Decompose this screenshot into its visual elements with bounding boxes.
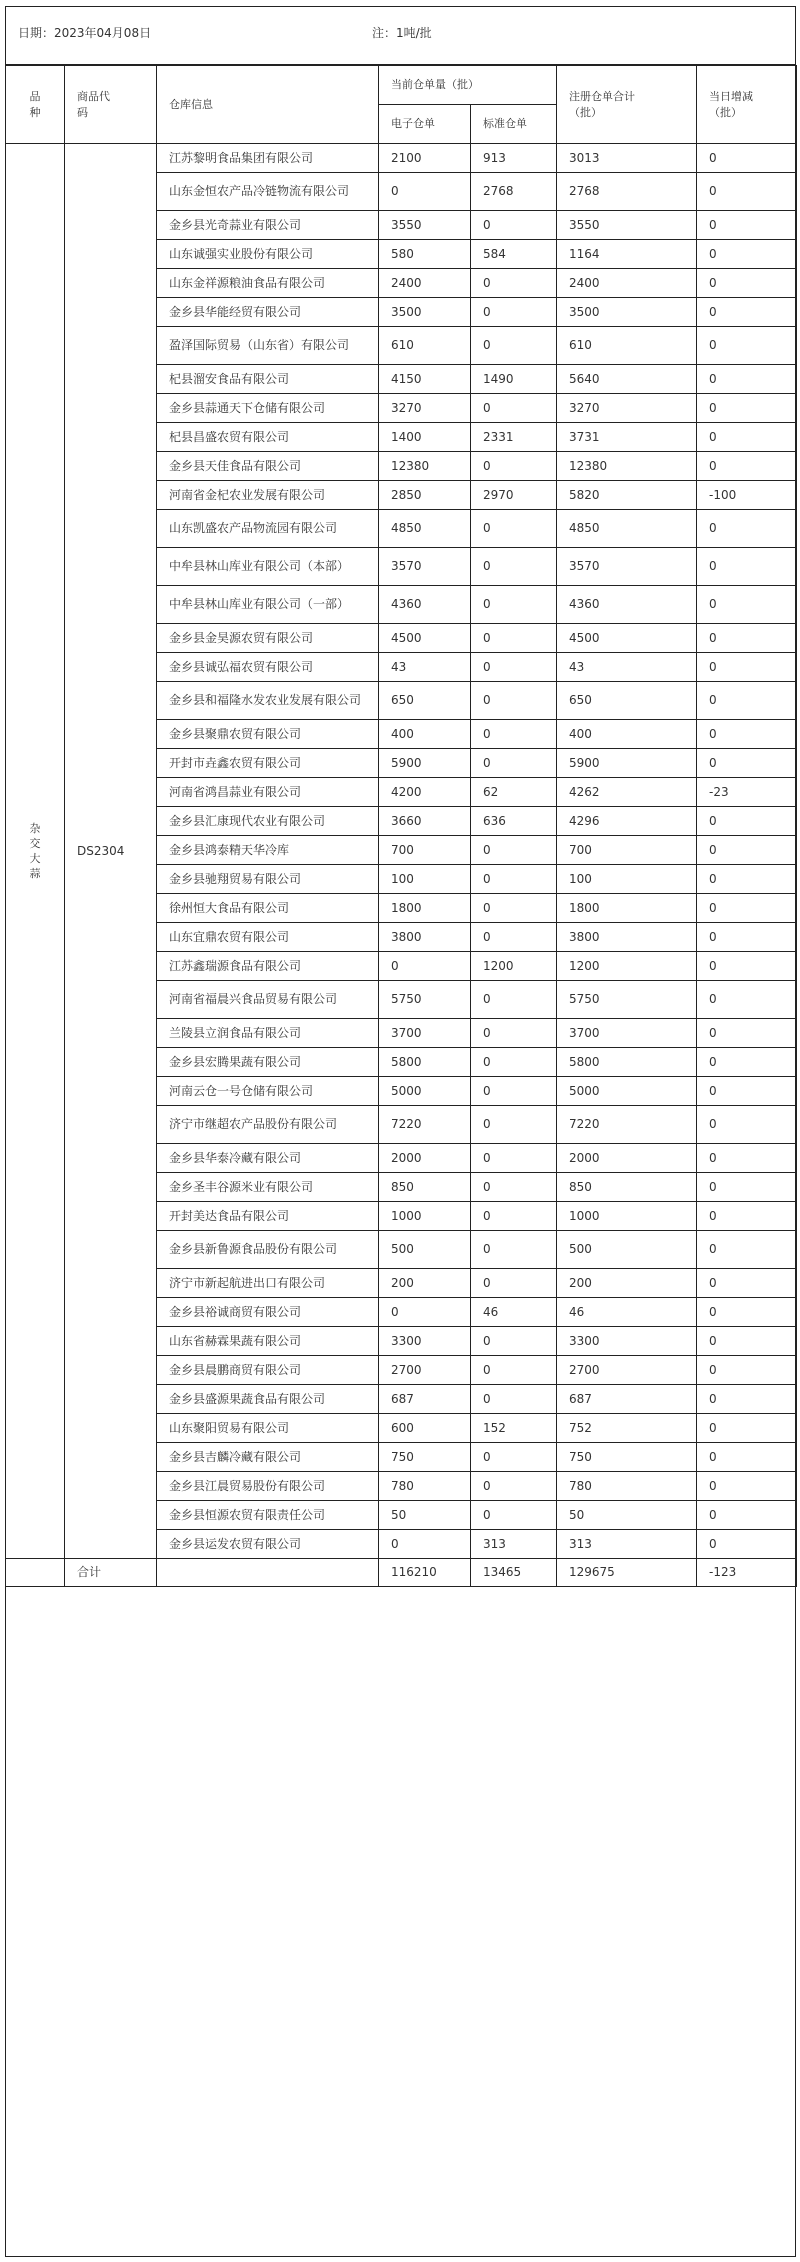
registered-total: 2768: [557, 173, 697, 211]
warehouse-name: 盈泽国际贸易（山东省）有限公司: [157, 327, 379, 365]
registered-total: 752: [557, 1414, 697, 1443]
daily-change: 0: [697, 144, 797, 173]
electronic-count: 5750: [379, 981, 471, 1019]
standard-count: 1200: [471, 952, 557, 981]
registered-total: 5000: [557, 1077, 697, 1106]
code-cell: DS2304: [65, 144, 157, 1559]
standard-count: 0: [471, 1327, 557, 1356]
electronic-count: 100: [379, 865, 471, 894]
daily-change: 0: [697, 865, 797, 894]
warehouse-name: 金乡县蒜通天下仓储有限公司: [157, 394, 379, 423]
warehouse-name: 金乡县驰翔贸易有限公司: [157, 865, 379, 894]
total-row: [6, 1559, 797, 1587]
daily-change: 0: [697, 1106, 797, 1144]
electronic-count: 3660: [379, 807, 471, 836]
daily-change: 0: [697, 510, 797, 548]
daily-change: 0: [697, 1298, 797, 1327]
warehouse-name: 河南云仓一号仓储有限公司: [157, 1077, 379, 1106]
electronic-count: 600: [379, 1414, 471, 1443]
warehouse-name: 金乡县盛源果蔬食品有限公司: [157, 1385, 379, 1414]
warehouse-name: 中牟县林山库业有限公司（一部）: [157, 586, 379, 624]
registered-total: 5750: [557, 981, 697, 1019]
standard-count: 0: [471, 1019, 557, 1048]
registered-total: 43: [557, 653, 697, 682]
registered-total: 3800: [557, 923, 697, 952]
warehouse-name: 金乡县华能经贸有限公司: [157, 298, 379, 327]
warehouse-name: 金乡县晨鹏商贸有限公司: [157, 1356, 379, 1385]
registered-total: 3550: [557, 211, 697, 240]
warehouse-name: 河南省福晨兴食品贸易有限公司: [157, 981, 379, 1019]
total-electronic: 116210: [379, 1559, 471, 1587]
registered-total: 780: [557, 1472, 697, 1501]
registered-total: 687: [557, 1385, 697, 1414]
standard-count: 0: [471, 510, 557, 548]
electronic-count: 2000: [379, 1144, 471, 1173]
warehouse-name: 金乡县华泰冷藏有限公司: [157, 1144, 379, 1173]
standard-count: 46: [471, 1298, 557, 1327]
registered-total: 3700: [557, 1019, 697, 1048]
registered-total: 12380: [557, 452, 697, 481]
table-row: [6, 144, 797, 173]
variety-cell: [6, 144, 65, 1559]
registered-total: 400: [557, 720, 697, 749]
registered-total: 3270: [557, 394, 697, 423]
daily-change: 0: [697, 365, 797, 394]
electronic-count: 750: [379, 1443, 471, 1472]
registered-total: 3570: [557, 548, 697, 586]
electronic-count: 3500: [379, 298, 471, 327]
table-body: [6, 144, 797, 1587]
electronic-count: 0: [379, 1530, 471, 1559]
registered-total: 5820: [557, 481, 697, 510]
header-registered-total: 注册仓单合计（批）: [557, 66, 697, 144]
warehouse-name: 金乡县新鲁源食品股份有限公司: [157, 1231, 379, 1269]
registered-total: 1000: [557, 1202, 697, 1231]
electronic-count: 0: [379, 952, 471, 981]
warehouse-name: 金乡县吉麟冷藏有限公司: [157, 1443, 379, 1472]
header-warehouse: 仓库信息: [157, 66, 379, 144]
standard-count: 0: [471, 1202, 557, 1231]
warehouse-name: 金乡县和福隆水发农业发展有限公司: [157, 682, 379, 720]
daily-change: 0: [697, 1019, 797, 1048]
registered-total: 46: [557, 1298, 697, 1327]
standard-count: 0: [471, 1472, 557, 1501]
daily-change: 0: [697, 682, 797, 720]
warehouse-name: 河南省金杞农业发展有限公司: [157, 481, 379, 510]
warehouse-name: 金乡县汇康现代农业有限公司: [157, 807, 379, 836]
electronic-count: 3550: [379, 211, 471, 240]
warehouse-name: 山东金祥源粮油食品有限公司: [157, 269, 379, 298]
electronic-count: 7220: [379, 1106, 471, 1144]
header-electronic: 电子仓单: [379, 105, 471, 144]
standard-count: 0: [471, 836, 557, 865]
registered-total: 4850: [557, 510, 697, 548]
warehouse-name: 兰陵县立润食品有限公司: [157, 1019, 379, 1048]
electronic-count: 2850: [379, 481, 471, 510]
standard-count: 62: [471, 778, 557, 807]
warehouse-name: 金乡县运发农贸有限公司: [157, 1530, 379, 1559]
electronic-count: 3800: [379, 923, 471, 952]
warehouse-name: 徐州恒大食品有限公司: [157, 894, 379, 923]
registered-total: 5900: [557, 749, 697, 778]
daily-change: 0: [697, 1327, 797, 1356]
standard-count: 0: [471, 298, 557, 327]
electronic-count: 4500: [379, 624, 471, 653]
electronic-count: 1400: [379, 423, 471, 452]
daily-change: 0: [697, 1530, 797, 1559]
electronic-count: 3270: [379, 394, 471, 423]
electronic-count: 5900: [379, 749, 471, 778]
warehouse-name: 金乡县江晨贸易股份有限公司: [157, 1472, 379, 1501]
registered-total: 3731: [557, 423, 697, 452]
electronic-count: 2100: [379, 144, 471, 173]
electronic-count: 2400: [379, 269, 471, 298]
standard-count: 0: [471, 1048, 557, 1077]
electronic-count: 43: [379, 653, 471, 682]
header-current: 当前仓单量（批）: [379, 66, 557, 105]
warehouse-name: 金乡县天佳食品有限公司: [157, 452, 379, 481]
warehouse-name: 金乡县恒源农贸有限责任公司: [157, 1501, 379, 1530]
total-label: 合计: [65, 1559, 157, 1587]
standard-count: 2768: [471, 173, 557, 211]
standard-count: 0: [471, 1385, 557, 1414]
registered-total: 4296: [557, 807, 697, 836]
electronic-count: 780: [379, 1472, 471, 1501]
electronic-count: 0: [379, 173, 471, 211]
standard-count: 0: [471, 749, 557, 778]
daily-change: 0: [697, 327, 797, 365]
standard-count: 584: [471, 240, 557, 269]
electronic-count: 4360: [379, 586, 471, 624]
standard-count: 0: [471, 211, 557, 240]
total-warehouse-cell: [157, 1559, 379, 1587]
standard-count: 0: [471, 327, 557, 365]
registered-total: 3500: [557, 298, 697, 327]
daily-change: 0: [697, 981, 797, 1019]
standard-count: 0: [471, 269, 557, 298]
daily-change: 0: [697, 1173, 797, 1202]
warehouse-name: 金乡县诚弘福农贸有限公司: [157, 653, 379, 682]
warehouse-name: 开封美达食品有限公司: [157, 1202, 379, 1231]
daily-change: 0: [697, 423, 797, 452]
registered-total: 3013: [557, 144, 697, 173]
electronic-count: 700: [379, 836, 471, 865]
daily-change: 0: [697, 298, 797, 327]
registered-total: 650: [557, 682, 697, 720]
standard-count: 2331: [471, 423, 557, 452]
standard-count: 2970: [471, 481, 557, 510]
registered-total: 2400: [557, 269, 697, 298]
header-standard: 标准仓单: [471, 105, 557, 144]
warehouse-name: 山东金恒农产品冷链物流有限公司: [157, 173, 379, 211]
registered-total: 7220: [557, 1106, 697, 1144]
standard-count: 0: [471, 394, 557, 423]
electronic-count: 580: [379, 240, 471, 269]
standard-count: 0: [471, 865, 557, 894]
standard-count: 1490: [471, 365, 557, 394]
warehouse-name: 金乡圣丰谷源米业有限公司: [157, 1173, 379, 1202]
daily-change: 0: [697, 240, 797, 269]
daily-change: -100: [697, 481, 797, 510]
report-date: 日期：2023年04月08日: [18, 26, 152, 40]
daily-change: 0: [697, 452, 797, 481]
standard-count: 636: [471, 807, 557, 836]
electronic-count: 2700: [379, 1356, 471, 1385]
electronic-count: 1800: [379, 894, 471, 923]
registered-total: 5640: [557, 365, 697, 394]
standard-count: 0: [471, 1443, 557, 1472]
warehouse-name: 山东诚强实业股份有限公司: [157, 240, 379, 269]
warehouse-name: 山东省赫霖果蔬有限公司: [157, 1327, 379, 1356]
electronic-count: 0: [379, 1298, 471, 1327]
electronic-count: 5000: [379, 1077, 471, 1106]
daily-change: 0: [697, 1414, 797, 1443]
header-variety: 品种: [6, 66, 65, 144]
registered-total: 313: [557, 1530, 697, 1559]
variety-label: 杂交大蒜: [29, 821, 41, 880]
electronic-count: 3300: [379, 1327, 471, 1356]
total-change: -123: [697, 1559, 797, 1587]
warehouse-receipt-table: [5, 65, 797, 1587]
standard-count: 0: [471, 653, 557, 682]
standard-count: 0: [471, 682, 557, 720]
electronic-count: 850: [379, 1173, 471, 1202]
total-variety-cell: [6, 1559, 65, 1587]
registered-total: 1800: [557, 894, 697, 923]
registered-total: 100: [557, 865, 697, 894]
standard-count: 152: [471, 1414, 557, 1443]
warehouse-name: 金乡县金昊源农贸有限公司: [157, 624, 379, 653]
standard-count: 0: [471, 981, 557, 1019]
warehouse-name: 济宁市继超农产品股份有限公司: [157, 1106, 379, 1144]
electronic-count: 3570: [379, 548, 471, 586]
standard-count: 0: [471, 1106, 557, 1144]
warehouse-name: 金乡县宏腾果蔬有限公司: [157, 1048, 379, 1077]
daily-change: 0: [697, 211, 797, 240]
daily-change: 0: [697, 807, 797, 836]
warehouse-name: 金乡县鸿泰精天华冷库: [157, 836, 379, 865]
daily-change: 0: [697, 1472, 797, 1501]
warehouse-name: 金乡县光奇蒜业有限公司: [157, 211, 379, 240]
warehouse-name: 河南省鸿昌蒜业有限公司: [157, 778, 379, 807]
electronic-count: 400: [379, 720, 471, 749]
standard-count: 0: [471, 1173, 557, 1202]
standard-count: 313: [471, 1530, 557, 1559]
registered-total: 2700: [557, 1356, 697, 1385]
standard-count: 0: [471, 720, 557, 749]
warehouse-name: 山东凯盛农产品物流园有限公司: [157, 510, 379, 548]
warehouse-name: 杞县溜安食品有限公司: [157, 365, 379, 394]
daily-change: 0: [697, 653, 797, 682]
registered-total: 5800: [557, 1048, 697, 1077]
electronic-count: 610: [379, 327, 471, 365]
daily-change: 0: [697, 624, 797, 653]
standard-count: 0: [471, 624, 557, 653]
warehouse-name: 江苏鑫瑞源食品有限公司: [157, 952, 379, 981]
standard-count: 913: [471, 144, 557, 173]
daily-change: 0: [697, 1356, 797, 1385]
electronic-count: 12380: [379, 452, 471, 481]
header-daily-change: 当日增减（批）: [697, 66, 797, 144]
daily-change: 0: [697, 1144, 797, 1173]
warehouse-name: 中牟县林山库业有限公司（本部）: [157, 548, 379, 586]
registered-total: 3300: [557, 1327, 697, 1356]
electronic-count: 3700: [379, 1019, 471, 1048]
registered-total: 4500: [557, 624, 697, 653]
standard-count: 0: [471, 1501, 557, 1530]
total-registered: 129675: [557, 1559, 697, 1587]
standard-count: 0: [471, 1077, 557, 1106]
registered-total: 4360: [557, 586, 697, 624]
header-code: 商品代码: [65, 66, 157, 144]
standard-count: 0: [471, 1231, 557, 1269]
warehouse-name: 开封市垚鑫农贸有限公司: [157, 749, 379, 778]
daily-change: 0: [697, 394, 797, 423]
registered-total: 2000: [557, 1144, 697, 1173]
daily-change: 0: [697, 173, 797, 211]
electronic-count: 5800: [379, 1048, 471, 1077]
registered-total: 50: [557, 1501, 697, 1530]
daily-change: 0: [697, 1202, 797, 1231]
registered-total: 500: [557, 1231, 697, 1269]
daily-change: 0: [697, 1385, 797, 1414]
daily-change: 0: [697, 720, 797, 749]
electronic-count: 50: [379, 1501, 471, 1530]
registered-total: 1164: [557, 240, 697, 269]
registered-total: 750: [557, 1443, 697, 1472]
electronic-count: 4850: [379, 510, 471, 548]
standard-count: 0: [471, 923, 557, 952]
registered-total: 700: [557, 836, 697, 865]
electronic-count: 200: [379, 1269, 471, 1298]
daily-change: 0: [697, 548, 797, 586]
electronic-count: 1000: [379, 1202, 471, 1231]
registered-total: 200: [557, 1269, 697, 1298]
warehouse-name: 江苏黎明食品集团有限公司: [157, 144, 379, 173]
standard-count: 0: [471, 1356, 557, 1385]
electronic-count: 650: [379, 682, 471, 720]
warehouse-name: 金乡县裕诚商贸有限公司: [157, 1298, 379, 1327]
electronic-count: 500: [379, 1231, 471, 1269]
warehouse-name: 山东宜鼎农贸有限公司: [157, 923, 379, 952]
registered-total: 610: [557, 327, 697, 365]
standard-count: 0: [471, 1144, 557, 1173]
daily-change: -23: [697, 778, 797, 807]
warehouse-name: 济宁市新起航进出口有限公司: [157, 1269, 379, 1298]
registered-total: 850: [557, 1173, 697, 1202]
standard-count: 0: [471, 586, 557, 624]
electronic-count: 687: [379, 1385, 471, 1414]
daily-change: 0: [697, 836, 797, 865]
daily-change: 0: [697, 1269, 797, 1298]
daily-change: 0: [697, 1048, 797, 1077]
warehouse-name: 金乡县聚鼎农贸有限公司: [157, 720, 379, 749]
daily-change: 0: [697, 1077, 797, 1106]
daily-change: 0: [697, 1231, 797, 1269]
standard-count: 0: [471, 1269, 557, 1298]
daily-change: 0: [697, 749, 797, 778]
unit-note: 注：1吨/批: [372, 26, 432, 40]
registered-total: 4262: [557, 778, 697, 807]
registered-total: 1200: [557, 952, 697, 981]
warehouse-name: 山东聚阳贸易有限公司: [157, 1414, 379, 1443]
standard-count: 0: [471, 452, 557, 481]
electronic-count: 4150: [379, 365, 471, 394]
standard-count: 0: [471, 894, 557, 923]
daily-change: 0: [697, 1443, 797, 1472]
warehouse-name: 杞县昌盛农贸有限公司: [157, 423, 379, 452]
daily-change: 0: [697, 269, 797, 298]
header-row-top: [6, 66, 797, 105]
daily-change: 0: [697, 894, 797, 923]
standard-count: 0: [471, 548, 557, 586]
daily-change: 0: [697, 923, 797, 952]
daily-change: 0: [697, 1501, 797, 1530]
electronic-count: 4200: [379, 778, 471, 807]
total-standard: 13465: [471, 1559, 557, 1587]
daily-change: 0: [697, 952, 797, 981]
daily-change: 0: [697, 586, 797, 624]
